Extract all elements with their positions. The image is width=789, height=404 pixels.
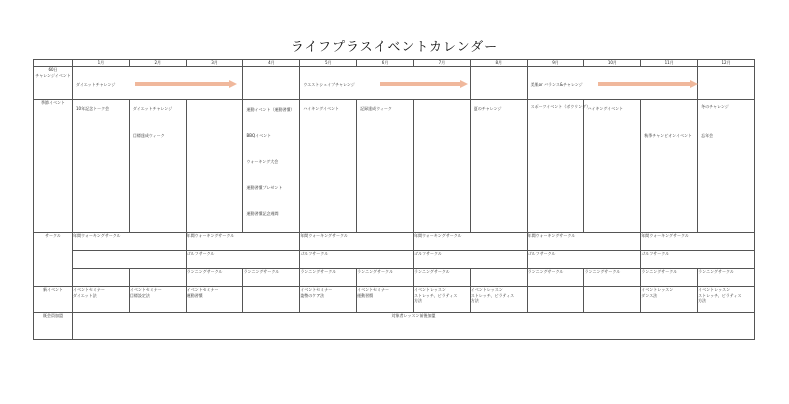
- circle-cell: 年間ウォーキングサークル: [641, 233, 755, 251]
- month-header: 9月: [527, 60, 584, 67]
- month-header: 2月: [129, 60, 186, 67]
- challenge-label: ウエストシェイプチャレンジ: [303, 82, 355, 87]
- circle-cell: ランニングサークル: [300, 269, 357, 287]
- new-event-line: 運動習慣: [357, 292, 374, 298]
- events-cell-10: [584, 100, 641, 233]
- challenge-block-3: [527, 67, 697, 100]
- event-item: ハイキングイベント: [303, 106, 339, 111]
- month-header: 4月: [243, 60, 300, 67]
- arrow-shape: [598, 80, 698, 88]
- arrow-icon: [380, 80, 468, 88]
- month-header-row: [34, 60, 755, 67]
- circle-cell: ランニングサークル: [641, 269, 698, 287]
- month-header: 8月: [470, 60, 527, 67]
- new-event-cell: [186, 287, 243, 313]
- challenge-cell-4: [243, 67, 300, 100]
- event-item: 忘年会: [701, 133, 714, 138]
- events-row: [34, 100, 755, 233]
- month-header: 1月: [73, 60, 130, 67]
- events-cell-2: [129, 100, 186, 233]
- new-event-cell: [243, 287, 300, 313]
- arrow-shape: [135, 80, 237, 88]
- month-header: 12月: [698, 60, 755, 67]
- new-event-cell: [129, 287, 186, 313]
- event-item: ダイエットチャレンジ: [132, 106, 173, 111]
- arrow-shape: [380, 80, 468, 88]
- new-event-line: イベントセミナー: [129, 287, 162, 292]
- event-item: 運動イベント（運動習慣）: [246, 107, 295, 112]
- events-cell-4: [243, 100, 300, 233]
- circle-cell: ゴルフサークル: [527, 251, 641, 269]
- circle-cell: ランニングサークル: [243, 269, 300, 287]
- events-cell-5: [300, 100, 357, 233]
- event-item: 記録達成ウィーク: [360, 106, 392, 111]
- challenge-block-2: [300, 67, 470, 100]
- new-event-line: ストレッチ、ピラティス: [413, 292, 458, 298]
- circle-row-3: [34, 269, 755, 287]
- new-event-line: 方法: [698, 298, 707, 303]
- event-item: 運動習慣プレゼント: [246, 185, 283, 190]
- corner-cell: [34, 60, 73, 67]
- circle-cell: 年間ウォーキングサークル: [300, 233, 414, 251]
- challenge-label: 美肌or バランス&チャレンジ: [530, 82, 583, 87]
- circle-cell: ランニングサークル: [186, 269, 243, 287]
- new-event-line: イベントセミナー: [300, 287, 333, 292]
- circle-cell: ランニングサークル: [698, 269, 755, 287]
- event-item: 10年記念トーク会: [76, 106, 110, 111]
- new-event-line: 方法: [413, 298, 422, 303]
- circle-row-2: [34, 251, 755, 269]
- new-event-line: イベントレッスン: [413, 287, 446, 292]
- new-event-cell: [698, 287, 755, 313]
- circle-cell: ランニングサークル: [584, 269, 641, 287]
- circle-cell: [129, 269, 186, 287]
- challenge-label: ダイエットチャレンジ: [76, 82, 116, 87]
- circle-cell: [73, 251, 187, 269]
- row-label-fee: 既会員加盟: [34, 313, 73, 340]
- row-label-new: 新イベント: [34, 287, 73, 313]
- challenge-row: [34, 67, 755, 100]
- month-header: 3月: [186, 60, 243, 67]
- new-event-line: 目標設定法: [129, 292, 150, 298]
- new-event-line: 方法: [470, 298, 479, 303]
- circle-cell: ゴルフサークル: [641, 251, 755, 269]
- new-event-cell: [527, 287, 584, 313]
- circle-cell: ゴルフサークル: [186, 251, 300, 269]
- event-item: 秋季チャンピオンイベント: [644, 133, 692, 138]
- new-event-cell: [584, 287, 641, 313]
- circle-cell: 年間ウォーキングサークル: [186, 233, 300, 251]
- circle-cell: [73, 269, 130, 287]
- new-event-cell: [413, 287, 470, 313]
- circle-row-1: [34, 233, 755, 251]
- month-header: 10月: [584, 60, 641, 67]
- month-header: 7月: [413, 60, 470, 67]
- event-item: 夏のチャレンジ: [473, 106, 502, 111]
- new-event-cell: [300, 287, 357, 313]
- event-item: 冬のチャレンジ: [701, 104, 729, 109]
- new-event-line: イベントセミナー: [357, 287, 390, 292]
- events-cell-3: [186, 100, 243, 233]
- row-label-challenge: 60日 チャレンジイベント: [34, 67, 73, 100]
- event-item: 運動習慣記念週間: [246, 211, 279, 216]
- month-header: 5月: [300, 60, 357, 67]
- circle-cell: ゴルフサークル: [413, 251, 527, 269]
- new-event-line: ダンス法: [641, 292, 658, 298]
- events-cell-9: [527, 100, 591, 233]
- circle-cell: 年間ウォーキングサークル: [413, 233, 527, 251]
- events-cell-7: [413, 100, 470, 233]
- event-calendar-table: [33, 59, 755, 340]
- fee-cell: 対象者レッスン前後加盟: [73, 313, 755, 340]
- events-cell-12: [698, 100, 755, 233]
- new-event-line: イベントセミナー: [73, 287, 105, 292]
- new-event-line: ストレッチ、ピラティス: [470, 292, 515, 298]
- event-item: BBQイベント: [246, 133, 272, 138]
- event-item: スポーツイベント（ボウリング）: [530, 104, 591, 109]
- new-event-cell: [641, 287, 698, 313]
- circle-cell: ランニングサークル: [413, 269, 470, 287]
- new-event-line: ストレッチ、ピラティス: [698, 292, 742, 298]
- circle-cell: ゴルフサークル: [300, 251, 414, 269]
- events-cell-11: [641, 100, 698, 233]
- challenge-cell-12: [698, 67, 755, 100]
- new-event-line: イベントレッスン: [698, 287, 731, 292]
- month-header: 6月: [357, 60, 414, 67]
- events-cell-1: [73, 100, 130, 233]
- row-label-circle: サークル: [34, 233, 73, 287]
- new-event-line: 運動習慣: [186, 292, 203, 298]
- new-event-line: イベントレッスン: [470, 287, 503, 292]
- circle-cell: ランニングサークル: [357, 269, 414, 287]
- new-event-line: イベントレッスン: [641, 287, 674, 292]
- circle-cell: ランニングサークル: [527, 269, 584, 287]
- new-event-cell: [357, 287, 414, 313]
- circle-cell: [470, 269, 527, 287]
- circle-cell: 年間ウォーキングサークル: [527, 233, 641, 251]
- new-event-cell: [470, 287, 527, 313]
- event-item: 目標達成ウィーク: [132, 133, 165, 138]
- event-item: ウォーキング大会: [246, 159, 279, 164]
- page-title: ライフプラスイベントカレンダー: [290, 40, 499, 55]
- new-events-row: [34, 287, 755, 313]
- event-item: ハイキングイベント: [587, 106, 624, 111]
- new-event-line: ダイエット法: [73, 292, 97, 298]
- new-event-line: 姿勢のケア法: [300, 292, 325, 298]
- new-event-cell: [73, 287, 130, 313]
- row-label-events: 季節イベント: [34, 100, 73, 233]
- arrow-icon: [598, 80, 698, 88]
- arrow-icon: [135, 80, 237, 88]
- events-cell-8: [470, 100, 527, 233]
- new-event-line: イベントセミナー: [186, 287, 219, 292]
- circle-cell: 年間ウォーキングサークル: [73, 233, 187, 251]
- challenge-cell-8: [470, 67, 527, 100]
- challenge-block-1: [73, 67, 243, 100]
- month-header: 11月: [641, 60, 698, 67]
- fee-row: [34, 313, 755, 340]
- events-cell-6: [357, 100, 414, 233]
